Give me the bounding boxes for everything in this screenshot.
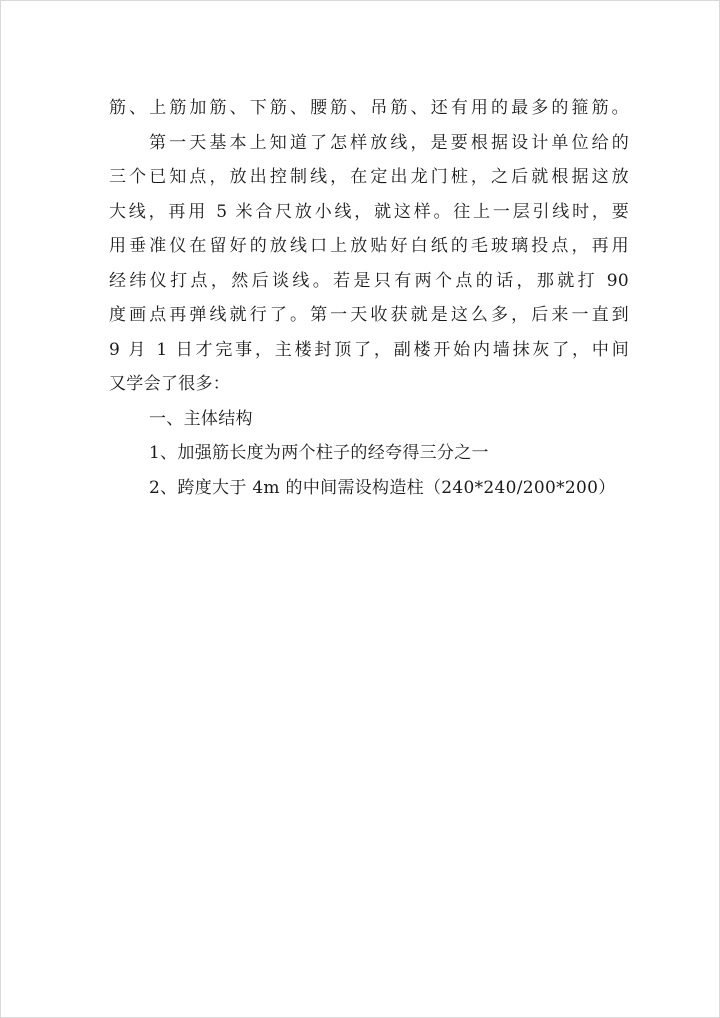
- section-heading: 一、主体结构: [149, 408, 253, 429]
- paragraph-line: 又学会了很多：: [109, 374, 231, 394]
- paragraph-line: 第一天基本上知道了怎样放线，是要根据设计单位给的: [149, 132, 629, 153]
- paragraph-line: 9 月 1 日才完事，主楼封顶了，副楼开始内墙抹灰了，中间: [109, 339, 629, 360]
- paragraph-line: 用垂准仪在留好的放线口上放贴好白纸的毛玻璃投点，再用: [109, 236, 629, 256]
- paragraph-line: 三个已知点，放出控制线，在定出龙门桩，之后就根据这放: [109, 167, 629, 187]
- paragraph-line: 经纬仪打点，然后谈线。若是只有两个点的话，那就打 90: [109, 270, 629, 291]
- paragraph-line: 度画点再弹线就行了。第一天收获就是这么多，后来一直到: [109, 305, 629, 325]
- list-item: 1、加强筋长度为两个柱子的经夸得三分之一: [149, 443, 489, 463]
- paragraph-line: 大线，再用 5 米合尺放小线，就这样。往上一层引线时，要: [109, 201, 629, 222]
- paragraph-line: 筋、上筋加筋、下筋、腰筋、吊筋、还有用的最多的箍筋。: [109, 98, 629, 118]
- list-item: 2、跨度大于 4m 的中间需设构造柱（240*240/200*200）: [149, 477, 616, 498]
- document-body: [109, 91, 629, 505]
